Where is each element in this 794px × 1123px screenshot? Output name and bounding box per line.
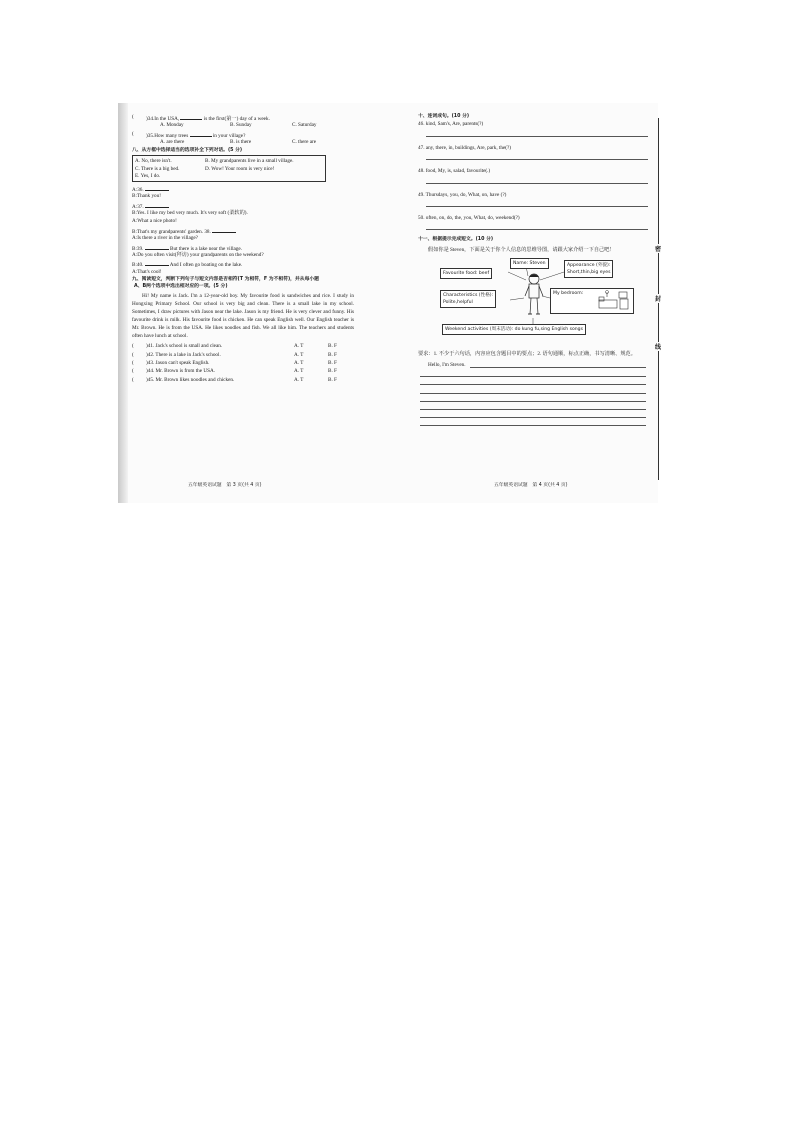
reorder-item-46: 46. kind, Sam's, Are, parents(?) [418,121,484,128]
section-11-title: 十一、根据提示完成短文。(10 分) [418,237,494,243]
answer-blank[interactable] [190,130,212,137]
mind-map-appearance: Appearance (外貌): Short,thin,big eyes [564,260,613,278]
mind-map-food: Favourite food: beef [440,268,492,279]
dialogue-line-40: B:40. And I often go boating on the lake. [132,259,354,267]
dialogue-line-36: A:36. [132,184,354,192]
answer-blank[interactable] [145,243,169,250]
writing-intro: 假如你是 Steven，下面是关于你个人信息的思维导图，请跟大家介绍一下自己吧！ [428,246,615,253]
writing-line[interactable] [420,418,646,426]
tf-question-43: ( )43. Jason can't speak English. A. T B. F [132,360,337,367]
mind-map [418,258,650,340]
answer-line[interactable] [426,199,648,207]
writing-line[interactable] [420,410,646,418]
writing-line[interactable] [420,377,646,385]
dialogue-line: B:Thank you! [132,193,161,200]
seal-mark-xian: 线 [655,344,662,351]
section-9-title-cont: A、B两个选项中选出相对应的一项。(5 分) [134,284,228,290]
dialogue-line: A:That's cool! [132,268,162,275]
reorder-item-47: 47. any, there, in, buildings, Are, park, the(?) [418,144,512,151]
page-4-footer: 五年级英语试题 第 4 页(共 4 页) [494,483,568,488]
dialogue-line-37: A:37. [132,201,354,209]
answer-line[interactable] [470,361,646,368]
exam-page-3 [132,113,354,384]
dialogue-line-39: B:39. But there is a lake near the village. [132,243,354,251]
question-35-options: A. are there B. is there C. there are [160,139,317,146]
writing-line[interactable] [420,385,646,393]
dialogue-line: A:Do you often visit(拜访) your grandparents on the weekend? [132,251,264,258]
writing-line[interactable] [420,402,646,410]
section-8-title: 八、从方框中选择适当的选项补全下列对话。(5 分) [132,147,243,153]
scan-shadow-edge [118,103,128,503]
seal-mark-mi: 密 [655,246,662,253]
section-9-title: 九、阅读短文，判断下列句子与短文内容是否相符(T 为相符，F 为不相符)，并从每小题 [132,277,319,283]
dialogue-line-38: B:That's my grandparents' garden. 38. [132,226,354,234]
seal-mark-feng: 封 [655,296,662,303]
writing-line[interactable] [420,394,646,402]
mind-map-characteristics: Characteristics (性格): Polite,helpful [440,290,496,308]
answer-line[interactable] [426,152,648,160]
options-box: A. No, there isn't. B. My grandparents live in a small village. C. There is a big bed. D. Wow! Your room is very nice! E. Yes, I do. [132,155,326,182]
tf-question-44: ( )44. Mr. Brown is from the USA. A. T B. F [132,368,337,375]
exam-page-4 [418,113,650,426]
reading-passage: Hi! My name is Jack. I'm a 12-year-old boy. My favourite food is sandwiches and rice. I study in Hongxing Primary School. Our school is very big and clean. There is a small lake in my school. Sometimes, I draw pictures with Jason near the lake. Jason is my friend. He is very clever and funny. His favourite drink is milk. His favourite food is chicken. He can speak English well. Our English teacher is Mr. Brown. He is from the USA. He likes noodles and fish. We all like him. The teachers and students often have lunch at school. [132,292,354,340]
mind-map-bedroom: My bedroom: [550,288,634,314]
question-34: ( )34.In the USA, is the first(第一) day of a week. [132,114,270,122]
writing-start-line: Hello, I'm Steven. [418,361,650,369]
answer-blank[interactable] [145,201,169,208]
question-34-options: A. Monday B. Sunday C. Saturday [160,122,317,129]
mind-map-name: Name: Steven [510,258,549,269]
mind-map-weekend: Weekend activities (周末活动): do kung fu,sing English songs [442,324,586,335]
answer-line[interactable] [426,222,648,230]
answer-line[interactable] [426,129,648,137]
dialogue-line: A:What a nice photo! [132,218,177,225]
answer-blank[interactable] [145,259,169,266]
page-3-footer: 五年级英语试题 第 3 页(共 4 页) [188,483,262,488]
reorder-item-49: 49. Thursdays, you, do, What, on, have (?) [418,191,507,198]
tf-question-42: ( )42. There is a lake in Jack's school. A. T B. F [132,351,337,358]
dialogue-line: A:Is there a river in the village? [132,235,198,242]
reorder-item-50: 50. often, on, do, the, you, What, do, weekend(?) [418,214,520,221]
reorder-item-48: 48. food, My, is, salad, favourite(.) [418,168,491,175]
tf-question-41: ( )41. Jack's school is small and clean. A. T B. F [132,343,337,350]
answer-blank[interactable] [212,226,236,233]
boy-figure-icon [522,272,546,318]
dialogue-line: B:Yes. I like my bed very much. It's very soft (柔软的). [132,209,248,216]
writing-line[interactable] [420,369,646,377]
answer-blank[interactable] [145,184,169,191]
bedroom-picture-icon [597,290,631,312]
answer-blank[interactable] [180,113,202,120]
answer-line[interactable] [426,176,648,184]
section-10-title: 十、连词成句。(10 分) [418,114,470,119]
tf-question-45: ( )45. Mr. Brown likes noodles and chicken. A. T B. F [132,376,337,383]
writing-requirements: 要求：1. 不少于六句话，内容应包含题目中的要点；2. 语句通顺，标点正确，书写清晰、规范。 [418,350,636,357]
question-35: ( )35.How many trees in your village? [132,130,246,139]
